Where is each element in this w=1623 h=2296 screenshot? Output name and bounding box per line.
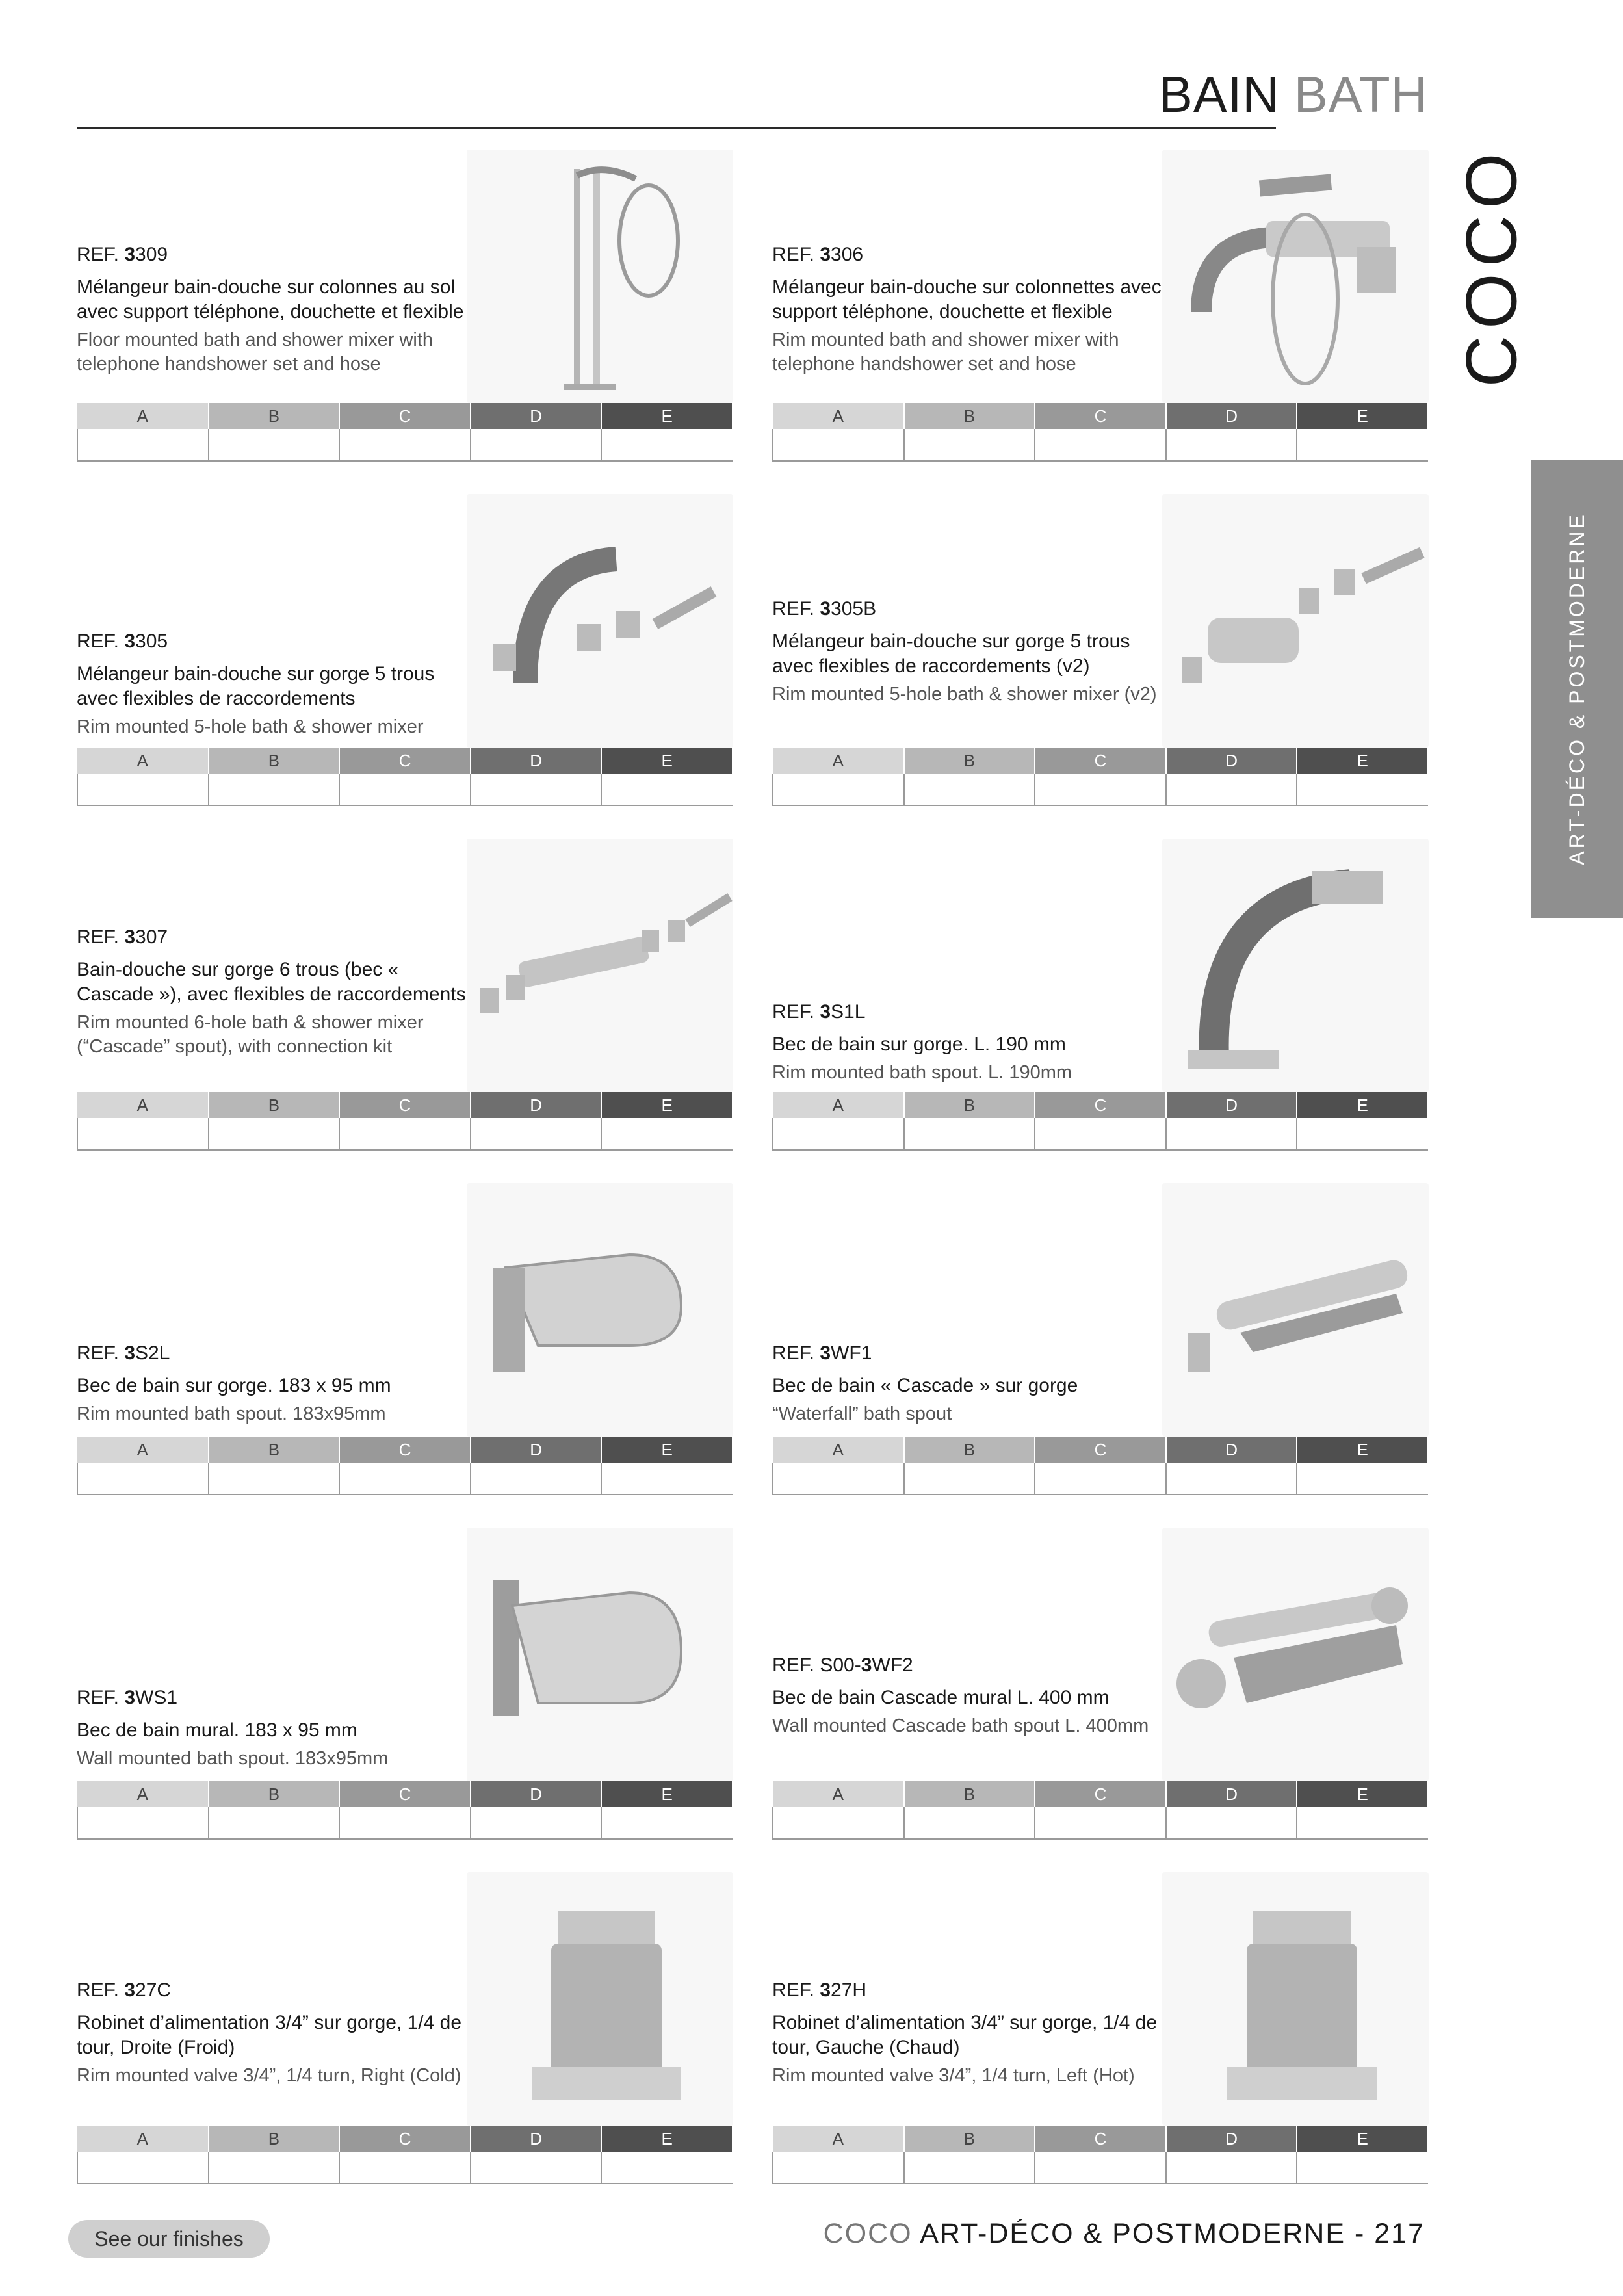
finish-option-b[interactable]: B bbox=[209, 1781, 340, 1807]
finish-header-row bbox=[773, 403, 1428, 429]
footer-page-label bbox=[824, 2218, 1425, 2250]
product-card[interactable] bbox=[77, 1528, 733, 1866]
finish-table bbox=[772, 1437, 1429, 1495]
finish-cell[interactable] bbox=[1166, 1463, 1297, 1494]
finish-option-c[interactable]: C bbox=[1035, 1781, 1166, 1807]
finish-option-b[interactable]: B bbox=[209, 748, 340, 774]
product-ref-rest: WF2 bbox=[872, 1654, 913, 1676]
finish-option-c[interactable]: C bbox=[339, 1781, 471, 1807]
product-ref-prefix: REF. bbox=[772, 598, 820, 620]
product-description bbox=[772, 244, 1169, 376]
product-description bbox=[77, 631, 473, 739]
finish-cell[interactable] bbox=[339, 2152, 471, 2184]
see-finishes-button[interactable]: See our finishes bbox=[68, 2220, 270, 2258]
finish-cell[interactable] bbox=[1297, 2152, 1428, 2184]
finish-header-row bbox=[77, 2126, 733, 2152]
product-ref bbox=[77, 1687, 473, 1709]
product-ref bbox=[77, 926, 473, 948]
product-ref-prefix: REF. bbox=[772, 1001, 820, 1023]
product-name-fr: Robinet d’alimentation 3/4” sur gorge, 1/4 de tour, Droite (Froid) bbox=[77, 2012, 462, 2058]
product-description bbox=[77, 1979, 473, 2088]
finish-cell[interactable] bbox=[1297, 1118, 1428, 1150]
finish-cell[interactable] bbox=[773, 1118, 904, 1150]
finish-cell[interactable] bbox=[773, 774, 904, 805]
finish-table bbox=[77, 1437, 733, 1495]
finish-cell[interactable] bbox=[1166, 2152, 1297, 2184]
finish-option-a[interactable]: A bbox=[773, 403, 904, 429]
finish-table bbox=[77, 403, 733, 462]
telephone-mixer-image bbox=[1162, 150, 1429, 403]
product-card[interactable] bbox=[77, 839, 733, 1177]
product-name-fr: Bec de bain Cascade mural L. 400 mm bbox=[772, 1687, 1110, 1708]
product-card[interactable] bbox=[77, 1872, 733, 2210]
five-hole-mixer-v2-image bbox=[1162, 494, 1429, 748]
product-ref-strong: 3 bbox=[124, 1687, 136, 1708]
finish-header-row bbox=[77, 1781, 733, 1807]
product-ref-strong: 3 bbox=[124, 926, 136, 948]
finish-option-a[interactable]: A bbox=[77, 403, 209, 429]
finish-cell[interactable] bbox=[1297, 774, 1428, 805]
header-divider bbox=[77, 127, 1276, 129]
finish-option-b[interactable]: B bbox=[904, 748, 1035, 774]
finish-option-e[interactable]: E bbox=[1297, 2126, 1428, 2152]
finish-cell[interactable] bbox=[471, 1118, 602, 1150]
product-card[interactable] bbox=[772, 1183, 1429, 1521]
product-ref-prefix: REF. bbox=[77, 926, 125, 948]
finish-cell[interactable] bbox=[773, 1807, 904, 1839]
product-description bbox=[77, 244, 473, 376]
product-card[interactable] bbox=[77, 150, 733, 488]
finish-option-a[interactable]: A bbox=[773, 748, 904, 774]
footer-brand: COCO bbox=[823, 2218, 913, 2249]
wall-spout-image bbox=[467, 1528, 733, 1781]
finish-option-d[interactable]: D bbox=[471, 2126, 602, 2152]
finish-cell[interactable] bbox=[1035, 774, 1166, 805]
product-description bbox=[772, 1654, 1169, 1738]
product-ref-strong: 3 bbox=[124, 244, 136, 265]
product-ref-rest: 307 bbox=[135, 926, 168, 948]
finish-option-a[interactable]: A bbox=[77, 1092, 209, 1118]
product-ref bbox=[772, 244, 1169, 266]
product-ref bbox=[772, 1001, 1169, 1023]
product-name-fr: Bain-douche sur gorge 6 trous (bec « Cascade »), avec flexibles de raccordements bbox=[77, 959, 466, 1005]
finish-table bbox=[77, 748, 733, 806]
finish-table bbox=[77, 2126, 733, 2184]
product-name-fr: Mélangeur bain-douche sur colonnettes avec support téléphone, douchette et flexible bbox=[772, 276, 1162, 322]
product-ref-rest: 27H bbox=[831, 1979, 867, 2001]
finish-option-c[interactable]: C bbox=[339, 748, 471, 774]
product-ref-rest: 27C bbox=[135, 1979, 172, 2001]
product-ref-strong: 3 bbox=[124, 1342, 136, 1364]
finish-option-d[interactable]: D bbox=[471, 403, 602, 429]
finish-option-c[interactable]: C bbox=[339, 1092, 471, 1118]
product-ref bbox=[772, 1979, 1169, 2002]
finish-cell[interactable] bbox=[1035, 1118, 1166, 1150]
finish-cell[interactable] bbox=[601, 1463, 733, 1494]
finish-option-c[interactable]: C bbox=[1035, 748, 1166, 774]
finish-value-row bbox=[77, 774, 733, 805]
product-ref-strong: 3 bbox=[124, 631, 136, 652]
finish-option-c[interactable]: C bbox=[1035, 1437, 1166, 1463]
product-ref-rest: 309 bbox=[135, 244, 168, 265]
five-hole-mixer-image bbox=[467, 494, 733, 748]
finish-cell[interactable] bbox=[339, 1807, 471, 1839]
floor-mounted-mixer-image bbox=[467, 150, 733, 403]
finish-option-a[interactable]: A bbox=[77, 1781, 209, 1807]
finish-value-row bbox=[773, 2152, 1428, 2184]
product-name-fr: Bec de bain sur gorge. L. 190 mm bbox=[772, 1034, 1066, 1055]
product-ref-prefix: REF. bbox=[77, 1687, 125, 1708]
finish-cell[interactable] bbox=[339, 1118, 471, 1150]
finish-option-c[interactable]: C bbox=[339, 1437, 471, 1463]
finish-cell[interactable] bbox=[471, 774, 602, 805]
product-ref-rest: 305 bbox=[135, 631, 168, 652]
valve-cold-image bbox=[467, 1872, 733, 2126]
finish-value-row bbox=[77, 2152, 733, 2184]
finish-option-d[interactable]: D bbox=[471, 1781, 602, 1807]
finish-cell[interactable] bbox=[209, 774, 340, 805]
page-header bbox=[0, 0, 1623, 137]
product-name-en: Rim mounted bath spout. 183x95mm bbox=[77, 1403, 386, 1424]
product-name-en: Wall mounted bath spout. 183x95mm bbox=[77, 1748, 389, 1769]
finish-cell[interactable] bbox=[601, 1118, 733, 1150]
product-ref-rest: WS1 bbox=[135, 1687, 178, 1708]
product-ref-rest: S1L bbox=[831, 1001, 866, 1023]
finish-cell[interactable] bbox=[339, 1463, 471, 1494]
finish-cell[interactable] bbox=[1035, 1463, 1166, 1494]
finish-option-b[interactable]: B bbox=[209, 1437, 340, 1463]
category-side-tab-label: ART-DÉCO & POSTMODERNE bbox=[1565, 512, 1589, 865]
finish-cell[interactable] bbox=[1166, 1118, 1297, 1150]
finish-cell[interactable] bbox=[471, 1807, 602, 1839]
finish-table bbox=[772, 403, 1429, 462]
finish-value-row bbox=[773, 1807, 1428, 1839]
product-ref-prefix: REF. bbox=[77, 244, 125, 265]
finish-cell[interactable] bbox=[773, 2152, 904, 2184]
finish-table bbox=[77, 1781, 733, 1840]
product-ref-prefix: REF. S00- bbox=[772, 1654, 861, 1676]
product-ref-prefix: REF. bbox=[772, 1979, 820, 2001]
product-ref bbox=[77, 1979, 473, 2002]
finish-option-b[interactable]: B bbox=[209, 403, 340, 429]
product-description bbox=[77, 926, 473, 1059]
finish-cell[interactable] bbox=[339, 429, 471, 461]
product-ref-strong: 3 bbox=[820, 1342, 831, 1364]
product-name-en: “Waterfall” bath spout bbox=[772, 1403, 952, 1424]
finish-table bbox=[772, 1092, 1429, 1151]
finish-cell[interactable] bbox=[904, 429, 1035, 461]
product-name-fr: Bec de bain mural. 183 x 95 mm bbox=[77, 1719, 357, 1741]
product-name-fr: Bec de bain « Cascade » sur gorge bbox=[772, 1375, 1078, 1396]
product-name-en: Wall mounted Cascade bath spout L. 400mm bbox=[772, 1715, 1149, 1736]
finish-option-e[interactable]: E bbox=[1297, 1437, 1428, 1463]
product-ref-rest: WF1 bbox=[831, 1342, 872, 1364]
finish-cell[interactable] bbox=[1297, 429, 1428, 461]
finish-value-row bbox=[773, 774, 1428, 805]
finish-cell[interactable] bbox=[339, 774, 471, 805]
finish-cell[interactable] bbox=[77, 1807, 209, 1839]
product-ref-rest: 305B bbox=[831, 598, 877, 620]
finish-cell[interactable] bbox=[77, 2152, 209, 2184]
product-ref bbox=[772, 1342, 1169, 1364]
finish-cell[interactable] bbox=[601, 2152, 733, 2184]
finish-cell[interactable] bbox=[209, 2152, 340, 2184]
product-card[interactable] bbox=[772, 150, 1429, 488]
bath-spout-image bbox=[1162, 839, 1429, 1092]
finish-cell[interactable] bbox=[77, 774, 209, 805]
product-name-fr: Bec de bain sur gorge. 183 x 95 mm bbox=[77, 1375, 391, 1396]
finish-header-row bbox=[77, 403, 733, 429]
finish-option-b[interactable]: B bbox=[904, 1437, 1035, 1463]
finish-option-e[interactable]: E bbox=[601, 1781, 733, 1807]
finish-cell[interactable] bbox=[209, 1463, 340, 1494]
finish-option-b[interactable]: B bbox=[209, 1092, 340, 1118]
footer-section-page: ART-DÉCO & POSTMODERNE - 217 bbox=[912, 2218, 1425, 2249]
product-ref-prefix: REF. bbox=[77, 1342, 125, 1364]
finish-header-row bbox=[773, 1092, 1428, 1118]
finish-option-d[interactable]: D bbox=[471, 1437, 602, 1463]
finish-option-b[interactable]: B bbox=[904, 403, 1035, 429]
finish-option-a[interactable]: A bbox=[773, 1437, 904, 1463]
finish-cell[interactable] bbox=[77, 1118, 209, 1150]
finish-option-a[interactable]: A bbox=[77, 2126, 209, 2152]
product-ref-prefix: REF. bbox=[77, 631, 125, 652]
finish-option-a[interactable]: A bbox=[773, 1781, 904, 1807]
finish-header-row bbox=[773, 748, 1428, 774]
finish-option-c[interactable]: C bbox=[339, 403, 471, 429]
brand-vertical bbox=[1446, 146, 1537, 387]
product-description bbox=[772, 1979, 1169, 2088]
finish-cell[interactable] bbox=[601, 1807, 733, 1839]
product-card[interactable] bbox=[772, 1872, 1429, 2210]
product-name-en: Rim mounted 5-hole bath & shower mixer bbox=[77, 716, 424, 737]
finish-value-row bbox=[77, 429, 733, 461]
product-ref-rest: S2L bbox=[135, 1342, 170, 1364]
wall-cascade-image bbox=[1162, 1528, 1429, 1781]
product-ref-prefix: REF. bbox=[772, 244, 820, 265]
finish-value-row bbox=[773, 1118, 1428, 1150]
finish-cell[interactable] bbox=[1297, 1463, 1428, 1494]
finish-cell[interactable] bbox=[601, 429, 733, 461]
product-ref-strong: 3 bbox=[820, 1001, 831, 1023]
finish-cell[interactable] bbox=[1035, 429, 1166, 461]
product-name-en: Rim mounted valve 3/4”, 1/4 turn, Right (Cold) bbox=[77, 2065, 461, 2086]
finish-cell[interactable] bbox=[471, 429, 602, 461]
finish-option-e[interactable]: E bbox=[1297, 1092, 1428, 1118]
finish-cell[interactable] bbox=[1035, 2152, 1166, 2184]
finish-cell[interactable] bbox=[471, 2152, 602, 2184]
finish-cell[interactable] bbox=[77, 429, 209, 461]
finish-option-d[interactable]: D bbox=[471, 1092, 602, 1118]
finish-table bbox=[772, 2126, 1429, 2184]
product-description bbox=[772, 1342, 1169, 1426]
page-title bbox=[1159, 65, 1428, 124]
finish-value-row bbox=[773, 1463, 1428, 1494]
product-description bbox=[772, 598, 1169, 707]
finish-option-e[interactable]: E bbox=[1297, 1781, 1428, 1807]
product-name-en: Rim mounted bath spout. L. 190mm bbox=[772, 1062, 1072, 1083]
product-name-fr: Mélangeur bain-douche sur gorge 5 trous avec flexibles de raccordements bbox=[77, 663, 435, 709]
finish-option-e[interactable]: E bbox=[1297, 748, 1428, 774]
waterfall-spout-image bbox=[1162, 1183, 1429, 1437]
finish-option-e[interactable]: E bbox=[601, 2126, 733, 2152]
product-description bbox=[772, 1001, 1169, 1085]
product-card[interactable] bbox=[772, 839, 1429, 1177]
finish-cell[interactable] bbox=[1035, 1807, 1166, 1839]
finish-cell[interactable] bbox=[904, 774, 1035, 805]
finish-cell[interactable] bbox=[773, 429, 904, 461]
finish-value-row bbox=[77, 1463, 733, 1494]
product-ref bbox=[77, 631, 473, 653]
finish-table bbox=[77, 1092, 733, 1151]
finish-cell[interactable] bbox=[1297, 1807, 1428, 1839]
finish-table bbox=[772, 1781, 1429, 1840]
product-ref-strong: 3 bbox=[820, 598, 831, 620]
product-card[interactable] bbox=[772, 1528, 1429, 1866]
finish-cell[interactable] bbox=[209, 429, 340, 461]
product-ref-strong: 3 bbox=[820, 1979, 831, 2001]
finish-option-e[interactable]: E bbox=[601, 1092, 733, 1118]
finish-table bbox=[772, 748, 1429, 806]
product-ref-prefix: REF. bbox=[77, 1979, 125, 2001]
finish-cell[interactable] bbox=[209, 1807, 340, 1839]
product-card[interactable] bbox=[77, 494, 733, 832]
finish-option-d[interactable]: D bbox=[1166, 1437, 1297, 1463]
product-ref-rest: 306 bbox=[831, 244, 864, 265]
finish-cell[interactable] bbox=[904, 1463, 1035, 1494]
finish-cell[interactable] bbox=[904, 1118, 1035, 1150]
finish-option-a[interactable]: A bbox=[773, 1092, 904, 1118]
product-ref-strong: 3 bbox=[820, 244, 831, 265]
product-name-en: Floor mounted bath and shower mixer with telephone handshower set and hose bbox=[77, 330, 434, 374]
product-name-en: Rim mounted valve 3/4”, 1/4 turn, Left (Hot) bbox=[772, 2065, 1135, 2086]
finish-option-e[interactable]: E bbox=[601, 1437, 733, 1463]
six-hole-cascade-image bbox=[467, 839, 733, 1092]
finish-option-c[interactable]: C bbox=[1035, 2126, 1166, 2152]
finish-value-row bbox=[773, 429, 1428, 461]
finish-value-row bbox=[77, 1807, 733, 1839]
finish-value-row bbox=[77, 1118, 733, 1150]
finish-cell[interactable] bbox=[601, 774, 733, 805]
finish-cell[interactable] bbox=[209, 1118, 340, 1150]
finish-header-row bbox=[77, 748, 733, 774]
product-name-en: Rim mounted 6-hole bath & shower mixer (“Cascade” spout), with connection kit bbox=[77, 1012, 424, 1057]
finish-option-a[interactable]: A bbox=[77, 1437, 209, 1463]
category-side-tab[interactable] bbox=[1531, 460, 1623, 918]
finish-option-b[interactable]: B bbox=[904, 2126, 1035, 2152]
finish-option-d[interactable]: D bbox=[471, 748, 602, 774]
finish-option-d[interactable]: D bbox=[1166, 403, 1297, 429]
flat-spout-image bbox=[467, 1183, 733, 1437]
finish-cell[interactable] bbox=[1166, 1807, 1297, 1839]
finish-header-row bbox=[773, 1437, 1428, 1463]
product-ref-prefix: REF. bbox=[772, 1342, 820, 1364]
finish-option-e[interactable]: E bbox=[601, 403, 733, 429]
finish-option-c[interactable]: C bbox=[1035, 1092, 1166, 1118]
finish-cell[interactable] bbox=[1166, 774, 1297, 805]
product-ref-strong: 3 bbox=[124, 1979, 136, 2001]
finish-header-row bbox=[77, 1437, 733, 1463]
finish-option-b[interactable]: B bbox=[904, 1781, 1035, 1807]
finish-option-e[interactable]: E bbox=[1297, 403, 1428, 429]
finish-option-e[interactable]: E bbox=[601, 748, 733, 774]
finish-option-a[interactable]: A bbox=[773, 2126, 904, 2152]
finish-option-d[interactable]: D bbox=[1166, 748, 1297, 774]
product-name-en: Rim mounted bath and shower mixer with telephone handshower set and hose bbox=[772, 330, 1119, 374]
finish-cell[interactable] bbox=[904, 1807, 1035, 1839]
product-ref bbox=[77, 1342, 473, 1364]
finish-header-row bbox=[77, 1092, 733, 1118]
finish-option-a[interactable]: A bbox=[77, 748, 209, 774]
finish-cell[interactable] bbox=[904, 2152, 1035, 2184]
finish-option-c[interactable]: C bbox=[339, 2126, 471, 2152]
finish-header-row bbox=[773, 2126, 1428, 2152]
product-name-fr: Robinet d’alimentation 3/4” sur gorge, 1/4 de tour, Gauche (Chaud) bbox=[772, 2012, 1158, 2058]
product-card[interactable] bbox=[77, 1183, 733, 1521]
finish-option-d[interactable]: D bbox=[1166, 2126, 1297, 2152]
finish-header-row bbox=[773, 1781, 1428, 1807]
product-name-fr: Mélangeur bain-douche sur gorge 5 trous avec flexibles de raccordements (v2) bbox=[772, 631, 1130, 677]
finish-cell[interactable] bbox=[773, 1463, 904, 1494]
finish-cell[interactable] bbox=[77, 1463, 209, 1494]
brand-vertical-text: COCO bbox=[1451, 146, 1532, 387]
finish-option-d[interactable]: D bbox=[1166, 1781, 1297, 1807]
product-name-fr: Mélangeur bain-douche sur colonnes au sol avec support téléphone, douchette et flexible bbox=[77, 276, 464, 322]
finish-option-b[interactable]: B bbox=[904, 1092, 1035, 1118]
title-en: BATH bbox=[1293, 66, 1428, 123]
title-fr: BAIN bbox=[1158, 66, 1280, 123]
product-ref bbox=[772, 1654, 1169, 1676]
finish-option-b[interactable]: B bbox=[209, 2126, 340, 2152]
product-ref-strong: 3 bbox=[861, 1654, 872, 1676]
finish-option-c[interactable]: C bbox=[1035, 403, 1166, 429]
finish-cell[interactable] bbox=[471, 1463, 602, 1494]
product-description bbox=[77, 1687, 473, 1771]
product-ref bbox=[772, 598, 1169, 620]
finish-cell[interactable] bbox=[1166, 429, 1297, 461]
valve-hot-image bbox=[1162, 1872, 1429, 2126]
product-ref bbox=[77, 244, 473, 266]
product-name-en: Rim mounted 5-hole bath & shower mixer (v2) bbox=[772, 684, 1157, 705]
product-card[interactable] bbox=[772, 494, 1429, 832]
product-description bbox=[77, 1342, 473, 1426]
finish-option-d[interactable]: D bbox=[1166, 1092, 1297, 1118]
